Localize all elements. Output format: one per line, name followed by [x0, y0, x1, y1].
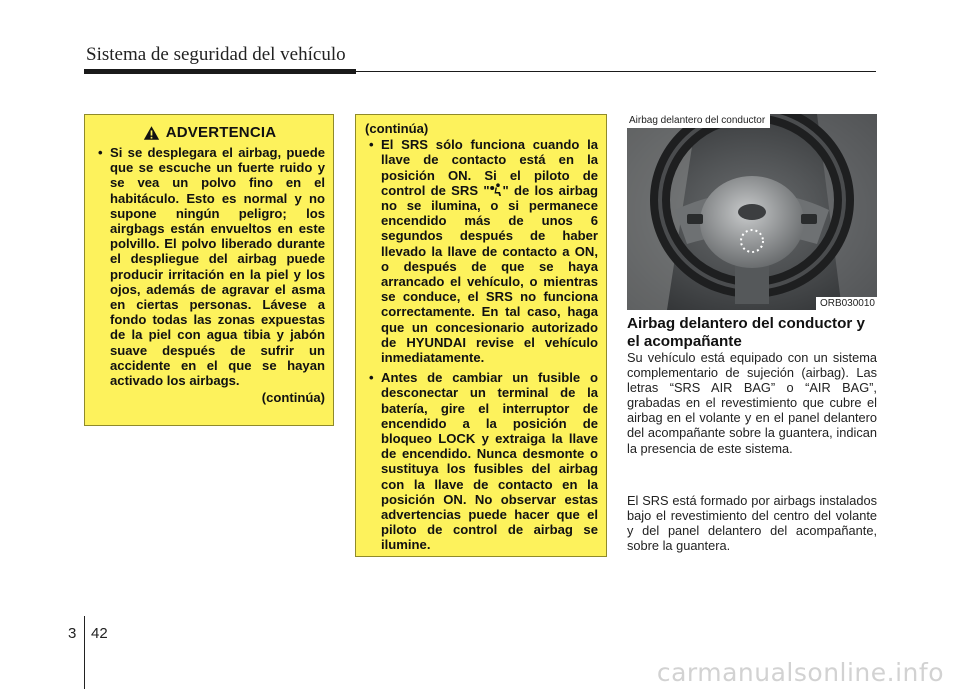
warning-heading — [94, 125, 325, 141]
continued-label: (continúa) — [261, 390, 325, 406]
warning-bullet-item — [94, 145, 325, 388]
section-paragraph-2: El SRS está formado por airbags instalados bajo el revestimiento del centro del volante y del panel delantero del acompañante, sobre la guantera. — [627, 493, 877, 554]
bullet-marker: • — [369, 137, 374, 153]
warning-triangle-icon — [143, 125, 160, 141]
figure-caption: Airbag delantero del conductor — [627, 114, 770, 128]
warning-item-text: Si se desplegara el airbag, puede que se escuche un fuerte ruido y se vea un polvo fino en el habitáculo. Esto es normal y no supone ningún peligro; los airgbags están envueltos en este polvillo. El polvo liberado durante el despliegue del airbag puede producir irritación en la piel y los ojos, además de agravar el asma en ciertas personas. Lávese a fondo todas las zonas expuestas de la piel con agua tibia y jabón suave después de sufrir un accidente en el que se hayan activado los airbags. — [110, 145, 325, 389]
header-rule-thin — [356, 71, 876, 72]
srs-airbag-seated-person-icon — [490, 183, 503, 197]
warning-bullet-item-srs — [365, 137, 598, 365]
footer-divider — [84, 616, 85, 689]
warning-box-advertencia — [84, 114, 334, 426]
bullet-marker: • — [98, 145, 103, 160]
continued-from-label: (continúa) — [365, 121, 429, 136]
srs-text-part2: " de los airbag no se ilumina, o si permanece encendido más de unos 6 segundos después de haber llevado la llave de contacto a ON, o después de que se haya arrancado el vehículo, o mientras se conduce, el SRS no funciona correctamente. En tal caso, haga que un concesionario autorizado de HYUNDAI revise el vehículo inmediatamente. — [381, 182, 598, 366]
steering-wheel-photo — [627, 114, 877, 310]
warning-title: ADVERTENCIA — [165, 124, 277, 142]
steering-wheel-illustration — [627, 114, 877, 310]
chapter-number: 3 — [68, 625, 77, 642]
watermark: carmanualsonline.info — [656, 658, 944, 687]
srs-text-part1: El SRS sólo funciona cuando la llave de contacto está en la posición ON. Si el piloto de control de SRS " — [381, 137, 598, 198]
section-title: Airbag delantero del conductor y el acompañante — [627, 315, 865, 350]
header-rule-thick — [84, 69, 356, 74]
warning-bullet-item-fuse — [365, 370, 598, 552]
fuse-warning-text: Antes de cambiar un fusible o desconectar un terminal de la batería, gire el interruptor de encendido a la posición de bloqueo LOCK y extraiga la llave de encendido. Nunca desmonte o sustituya los fusibles del airbag con la llave de contacto en la posición ON. No observar estas advertencias puede hacer que el piloto de control de airbag se ilumine. — [381, 370, 598, 553]
page-header-title: Sistema de seguridad del vehículo — [86, 44, 346, 65]
page-number: 42 — [91, 625, 108, 642]
section-paragraph-1: Su vehículo está equipado con un sistema complementario de sujeción (airbag). Las letras “SRS AIR BAG” o “AIR BAG”, grabadas en el revestimiento que cubre el airbag en el volante y en el panel delantero del acompañante sobre la guantera, indican la presencia de este sistema. — [627, 350, 877, 456]
figure-code: ORB030010 — [816, 297, 877, 310]
bullet-marker: • — [369, 370, 374, 386]
warning-box-continued — [355, 114, 607, 557]
